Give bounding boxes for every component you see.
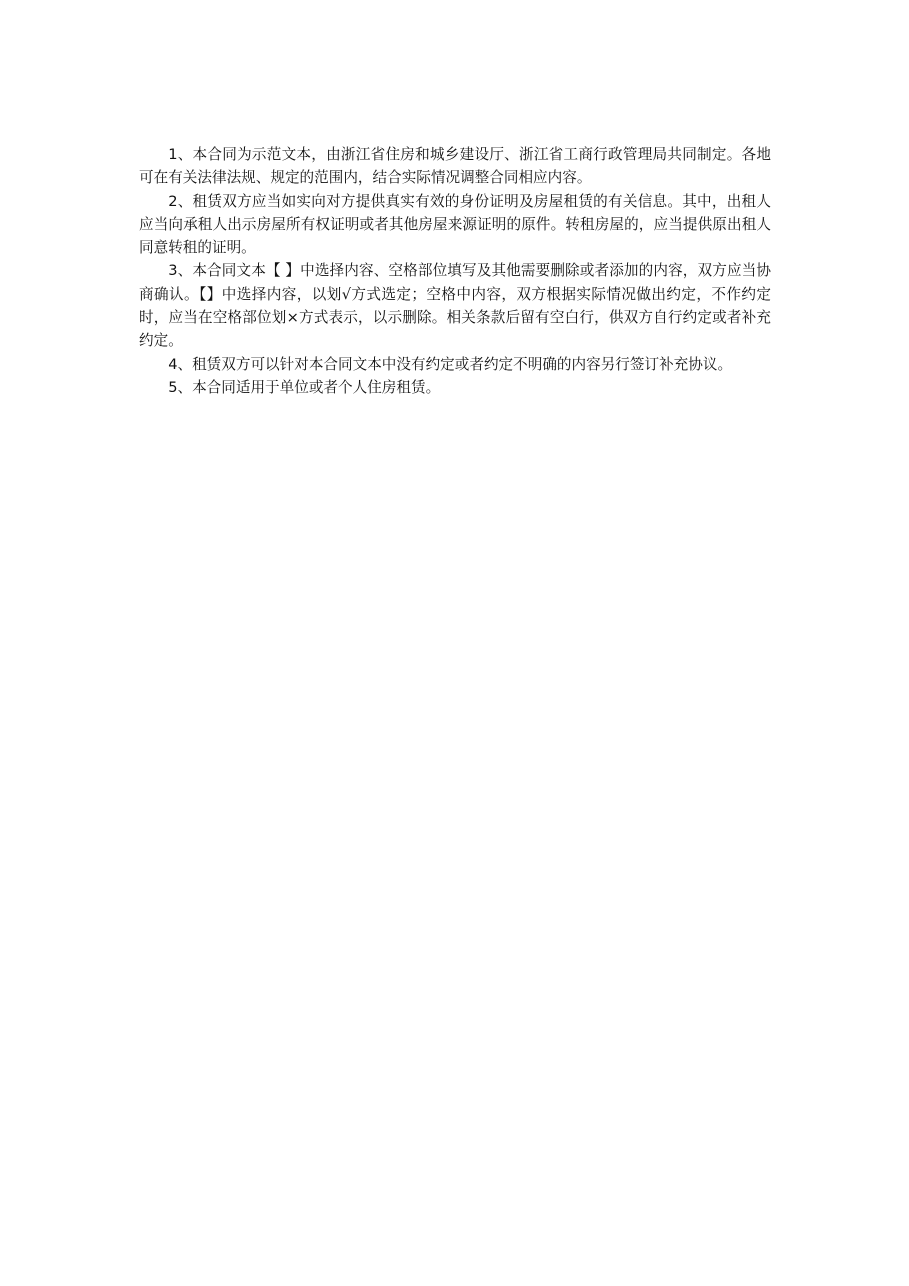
instruction-paragraph-3: 3、本合同文本【 】中选择内容、空格部位填写及其他需要删除或者添加的内容，双方应当协商确认。【】中选择内容，以划√方式选定；空格中内容，双方根据实际情况做出约定，不作约定时，应当在空格部位划×方式表示，以示删除。相关条款后留有空白行，供双方自行约定或者补充约定。 (139, 262, 771, 350)
instruction-paragraph-1: 1、本合同为示范文本，由浙江省住房和城乡建设厅、浙江省工商行政管理局共同制定。各地可在有关法律法规、规定的范围内，结合实际情况调整合同相应内容。 (139, 146, 771, 187)
instructions-body (139, 143, 771, 399)
instruction-paragraph-5: 5、本合同适用于单位或者个人住房租赁。 (168, 378, 441, 396)
instruction-paragraph-4: 4、租赁双方可以针对本合同文本中没有约定或者约定不明确的内容另行签订补充协议。 (168, 355, 733, 373)
instruction-paragraph-2: 2、租赁双方应当如实向对方提供真实有效的身份证明及房屋租赁的有关信息。其中，出租人应当向承租人出示房屋所有权证明或者其他房屋来源证明的原件。转租房屋的，应当提供原出租人同意转租的证明。 (139, 192, 771, 257)
